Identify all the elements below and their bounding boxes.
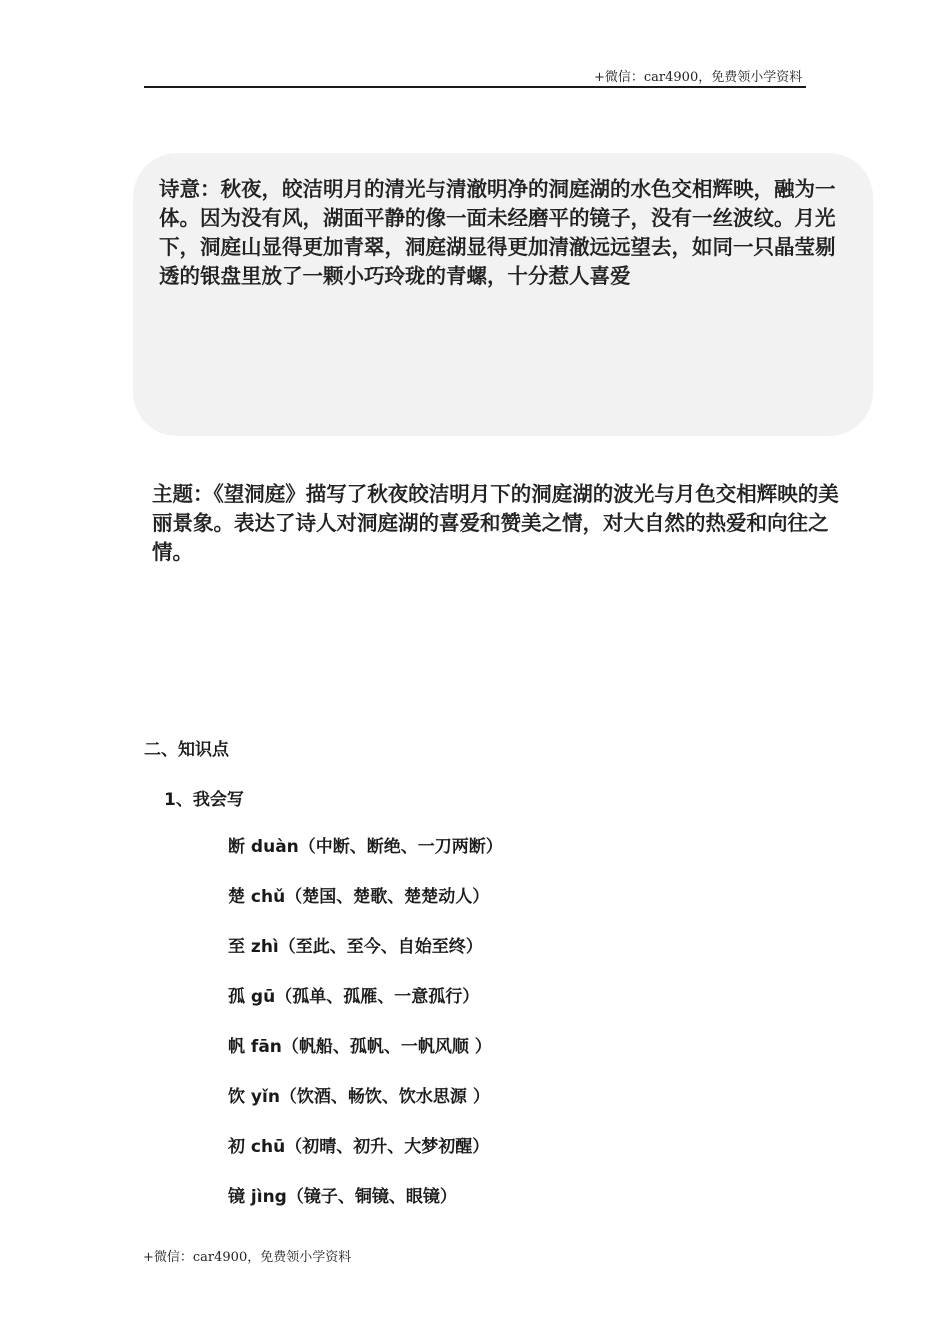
page-footer-text: +微信：car4900，免费领小学资料 [143, 1250, 352, 1265]
vocabulary-item: 初 chū（初晴、初升、大梦初醒） [228, 1137, 490, 1157]
poem-meaning-box [133, 153, 873, 436]
vocabulary-item: 断 duàn（中断、断绝、一刀两断） [228, 837, 503, 857]
section-title-knowledge: 二、知识点 [144, 740, 229, 760]
vocabulary-list [228, 835, 503, 1235]
vocabulary-item: 楚 chǔ（楚国、楚歌、楚楚动人） [228, 887, 490, 907]
vocabulary-item: 饮 yǐn（饮酒、畅饮、饮水思源 ） [228, 1087, 490, 1107]
subsection-title-writing: 1、我会写 [164, 790, 244, 810]
vocabulary-item: 孤 gū（孤单、孤雁、一意孤行） [228, 987, 480, 1007]
header-divider [144, 86, 806, 88]
vocabulary-item: 镜 jìng（镜子、铜镜、眼镜） [228, 1187, 457, 1207]
vocabulary-item: 至 zhì（至此、至今、自始至终） [228, 937, 483, 957]
vocabulary-item: 帆 fān（帆船、孤帆、一帆风顺 ） [228, 1037, 492, 1057]
page-header-text: +微信：car4900，免费领小学资料 [594, 70, 803, 85]
poem-theme-text: 主题：《望洞庭》描写了秋夜皎洁明月下的洞庭湖的波光与月色交相辉映的美丽景象。表达了诗人对洞庭湖的喜爱和赞美之情，对大自然的热爱和向往之情。 [152, 482, 839, 564]
poem-meaning-text: 诗意：秋夜，皎洁明月的清光与清澈明净的洞庭湖的水色交相辉映，融为一体。因为没有风，湖面平静的像一面未经磨平的镜子，没有一丝波纹。月光下，洞庭山显得更加青翠，洞庭湖显得更加清澈远远望去，如同一只晶莹剔透的银盘里放了一颗小巧玲珑的青螺，十分惹人喜爱 [159, 177, 836, 288]
